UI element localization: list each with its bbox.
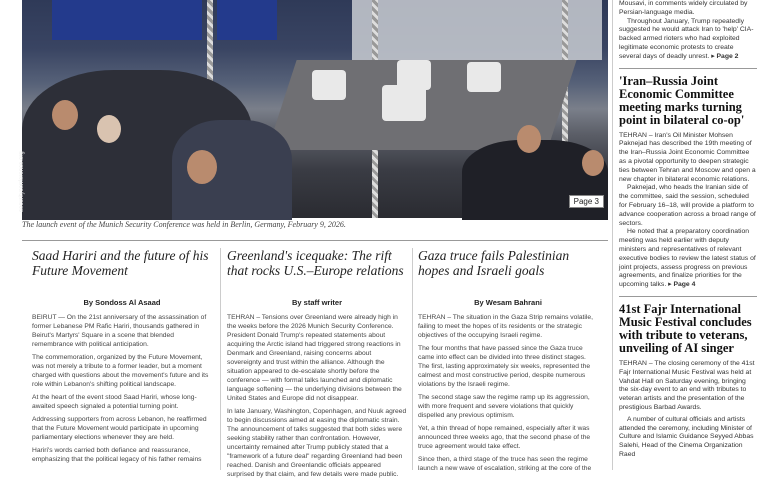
- divider: [619, 296, 757, 297]
- sidebar-divider: [612, 0, 613, 470]
- photo-caption: The launch event of the Munich Security Conference was held in Berlin, Germany, February 9, 2026.: [22, 220, 346, 229]
- photo-credit: securityconference.org: [19, 151, 25, 212]
- article-body: [227, 313, 407, 479]
- article-byline: By Sondoss Al Asaad: [83, 298, 161, 307]
- page-link[interactable]: Page 4: [673, 281, 696, 289]
- paragraph-with-link: He noted that a preparatory coordination meeting was held earlier with deputy ministers and representatives of relevant executive bodies to review the latest status of joint projects, assess progress on previous agreements, and finalize priorities for the upcoming talks. ▸ Page 4: [619, 228, 756, 289]
- column-divider: [220, 248, 221, 470]
- divider: [22, 240, 608, 241]
- person-head: [517, 125, 541, 153]
- article-greenland: [227, 248, 407, 483]
- blue-banner: [52, 0, 202, 40]
- blue-banner-right: [217, 0, 277, 40]
- sidebar-intro-paragraph: Throughout January, Trump repeatedly suggested he would attack Iran to 'help' CIA-backed armed rioters who had exploited legitimate economic protests to create several days of deadly unrest. ▸ Page 2: [619, 17, 754, 60]
- paragraph: TEHRAN – The situation in the Gaza Strip remains volatile, failing to meet the hopes of its residents or the strategic objectives of the occupying Israeli regime.: [418, 314, 593, 339]
- column-divider: [412, 248, 413, 470]
- article-headline[interactable]: Greenland's icequake: The rift that rocks U.S.–Europe relations: [227, 248, 404, 278]
- paragraph: In late January, Washington, Copenhagen, and Nuuk agreed to begin discussions aimed at easing the diplomatic strain. The announcement of talks suggested that both sides were seeking stability rather than confrontation. However, uncertainty remained after Trump publicly stated that a "framework of a future deal" regarding Greenland had been reached. Danish and Greenlandic officials appeared surprised by that claim, and few details were made public.: [227, 408, 407, 478]
- paragraph: Hariri's words carried both defiance and reassurance, emphasizing that the political legacy of his father remains: [32, 447, 202, 463]
- person-head: [97, 115, 121, 143]
- paragraph: TEHRAN – Tensions over Greenland were already high in the weeks before the 2026 Munich Security Conference. President Donald Trump's repeated statements about acquiring the Arctic island had triggered strong reactions in Denmark and Greenland, raising concerns about sovereignty and trust within the alliance. Although the situation appeared to de-escalate shortly before the conference — with formal talks launched and diplomatic language softening — the underlying divisions between the United States and Europe did not disappear.: [227, 314, 402, 402]
- article-byline: By Wesam Bahrani: [474, 298, 542, 307]
- sidebar-intro: Mousavi, in comments widely circulated by Persian-language media.: [619, 0, 748, 16]
- divider: [619, 68, 757, 69]
- sidebar: [619, 0, 757, 460]
- person-head: [187, 150, 217, 184]
- paragraph: A number of cultural officials and artists attended the ceremony, including Minister of Culture and Islamic Guidance Seyyed Abbas Salehi, Head of the Cinema Organization Raed: [619, 415, 754, 458]
- paragraph: At the heart of the event stood Saad Hariri, whose long-awaited speech signaled a potential turning point.: [32, 394, 197, 410]
- person-head: [52, 100, 78, 130]
- lounge-chair: [382, 85, 426, 121]
- paragraph: Addressing supporters from across Lebanon, he reaffirmed that the Future Movement would participate in upcoming parliamentary elections whenever they are held.: [32, 416, 207, 441]
- article-gaza: [418, 248, 598, 477]
- conference-photo: [19, 0, 608, 218]
- paragraph: BEIRUT — On the 21st anniversary of the assassination of former Lebanese PM Rafic Hariri, thousands gathered in Beirut's Martyrs' Square in a scene that blended remembrance with political anticipation.: [32, 314, 207, 348]
- paragraph: The second stage saw the regime ramp up its aggression, with more frequent and severe violations that quickly dispelled any previous optimism.: [418, 394, 590, 419]
- paragraph: The four months that have passed since the Gaza truce came into effect can be divided into three distinct stages. The first, lasting approximately six weeks, represented the calmest and most constructive period, despite numerous violations by the Israeli regime.: [418, 345, 591, 388]
- lounge-chair: [467, 62, 501, 92]
- lounge-chair: [312, 70, 346, 100]
- article-headline[interactable]: Saad Hariri and the future of his Future Movement: [32, 248, 209, 278]
- page-reference-tag[interactable]: Page 3: [569, 195, 604, 208]
- person-head: [582, 150, 604, 176]
- paragraph: TEHRAN – The closing ceremony of the 41st Fajr International Music Festival was held at Vahdat Hall on Saturday evening, bringing the six-day event to an end with tributes to veteran artists and the presentation of the prestigious Barbad Awards.: [619, 359, 755, 411]
- article-byline: By staff writer: [291, 298, 342, 307]
- paragraph: TEHRAN – Iran's Oil Minister Mohsen Paknejad has described the 19th meeting of the Iran–Russia Joint Economic Committee as a pivotal opportunity to deepen strategic ties between Tehran and Moscow and open a new chapter in bilateral economic relations.: [619, 131, 756, 183]
- paragraph: Paknejad, who heads the Iranian side of the committee, said the session, scheduled for February 16–18, will provide a platform to advance cooperation across a broad range of sectors.: [619, 184, 756, 227]
- paragraph: Yet, a thin thread of hope remained, especially after it was announced three weeks ago, that the second phase of the truce agreement would take effect.: [418, 425, 591, 450]
- page-link[interactable]: Page 2: [716, 52, 739, 60]
- paragraph: The commemoration, organized by the Future Movement, was not merely a tribute to a former leader, but a moment charged with questions about the movement's future and its role within Lebanon's shifting political landscape.: [32, 354, 209, 388]
- paragraph-text: He noted that a preparatory coordination meeting was held earlier with deputy ministers and representatives of relevant executive bodies to review the latest status of joint projects, assess progress on previous agreements, and finalize priorities for the upcoming talks.: [619, 228, 756, 289]
- article-headline[interactable]: Gaza truce fails Palestinian hopes and Israeli goals: [418, 248, 570, 278]
- sidebar-intro-text: Throughout January, Trump repeatedly suggested he would attack Iran to 'help' CIA-backed armed rioters who had exploited legitimate economic protests to create several days of deadly unrest.: [619, 17, 754, 60]
- sidebar-headline[interactable]: 'Iran–Russia Joint Economic Committee meeting marks turning point in bilateral co-op': [619, 73, 745, 127]
- sidebar-headline[interactable]: 41st Fajr International Music Festival concludes with tribute to veterans, unveiling of AI singer: [619, 301, 752, 355]
- article-hariri: [32, 248, 212, 468]
- article-body: [418, 313, 598, 473]
- article-body: [32, 313, 212, 464]
- paragraph: Since then, a third stage of the truce has seen the regime launch a new wave of escalation, striking at the core of the: [418, 456, 592, 472]
